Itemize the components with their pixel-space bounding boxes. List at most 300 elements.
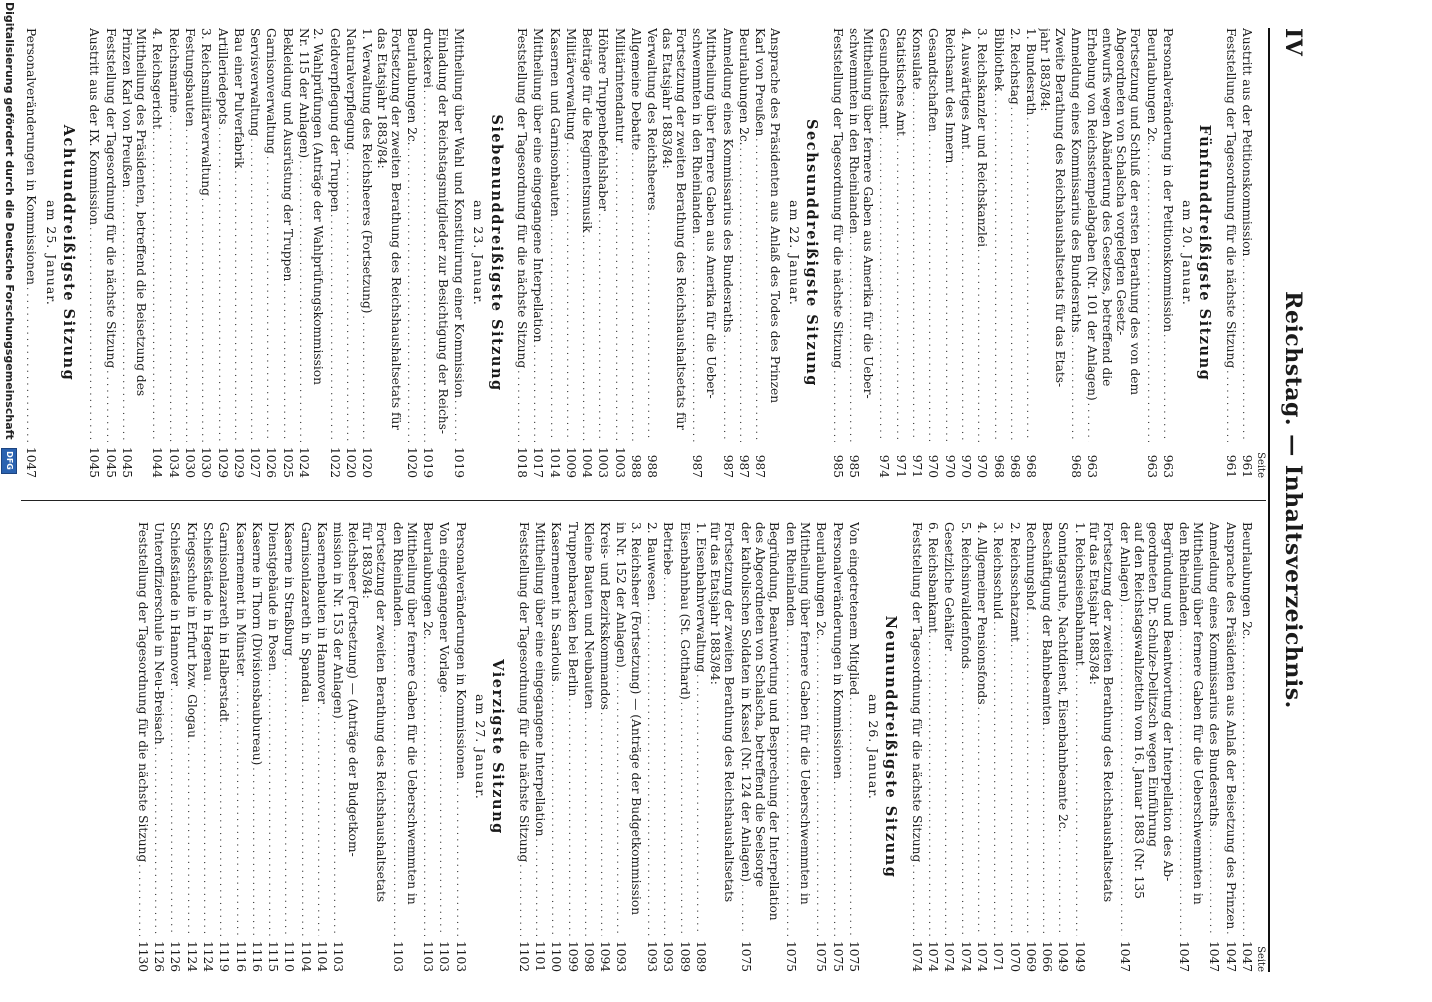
leader-dots <box>450 400 464 442</box>
toc-entry <box>924 28 940 478</box>
entry-page-number: 1047 <box>1223 940 1238 972</box>
entry-text: Mittheilung des Präsidenten, betreffend die Beisetzung des <box>134 28 149 397</box>
toc-entry <box>751 28 767 478</box>
toc-entry <box>230 28 246 478</box>
leader-dots <box>908 91 922 442</box>
entry-text: Fortsetzung der zweiten Berathung des Reichshaushaltsetats <box>374 522 389 903</box>
entry-page-number: 1026 <box>264 446 279 478</box>
leader-dots <box>610 145 624 442</box>
toc-entry <box>563 522 579 972</box>
entry-text: in Nr. 152 der Anlagen) <box>614 522 629 668</box>
entry-text: Kleine Bauten und Neubauten <box>581 522 596 709</box>
leader-dots <box>85 227 99 442</box>
toc-entry <box>1175 522 1191 972</box>
toc-entry <box>1101 522 1115 972</box>
leader-dots <box>580 711 594 936</box>
entry-text: 1. Reichseisenbahnamt <box>1072 522 1087 666</box>
entry-text: mission in Nr. 153 der Anlagen) <box>331 522 346 719</box>
leader-dots <box>751 138 765 442</box>
entry-text: Reichsamt des Innern <box>942 28 957 164</box>
entry-text: Fortsetzung der zweiten Berathung des Reichshaushaltsetats für <box>388 28 403 431</box>
toc-entry <box>940 522 956 972</box>
right-column <box>134 522 1266 972</box>
entry-text: auf den Reichstagswahlzetteln vom 16. Januar 1883 (Nr. 135 <box>1131 522 1146 899</box>
footer-credit <box>0 0 18 1002</box>
entry-page-number: 1098 <box>581 940 596 972</box>
entry-text: des Abgeordneten von Schalscha, betreffend die Seelsorge <box>753 522 768 887</box>
entry-text: Bekleidung und Ausrüstung der Truppen <box>280 28 295 282</box>
leader-dots <box>248 767 262 936</box>
entry-text: Erhebung von Reichsstempelabgaben (Nr. 101 der Anlagen) <box>1085 28 1100 401</box>
leader-dots <box>891 138 905 442</box>
toc-entry <box>688 28 704 478</box>
leader-dots <box>262 156 276 442</box>
leader-dots <box>989 621 1003 936</box>
entry-text: Einladung der Reichstagsmitglieder zur Besichtigung der Reichs- <box>435 28 450 434</box>
entry-text: Feststellung der Tagesordnung für die nächste Sitzung <box>514 28 529 369</box>
toc-entry <box>875 28 891 478</box>
toc-entry <box>675 522 691 972</box>
entry-page-number: 987 <box>720 454 735 478</box>
toc-entry <box>612 522 628 972</box>
entry-page-number: 1126 <box>152 940 167 972</box>
entry-text: Konsulate <box>910 28 925 90</box>
leader-dots <box>973 707 987 936</box>
toc-entry <box>150 522 166 972</box>
leader-dots <box>329 721 343 936</box>
toc-entry <box>1038 28 1052 478</box>
toc-entry <box>1114 28 1128 478</box>
entry-text: Personalveränderung in der Petitionskommission <box>1160 28 1175 333</box>
entry-text: Beschäftigung der Bahnbeamten <box>1040 522 1055 726</box>
toc-entry <box>659 522 675 972</box>
entry-page-number: 1110 <box>282 940 297 972</box>
entry-text: für das Etatsjahr 1883/84: <box>708 522 723 685</box>
toc-entry <box>610 28 626 478</box>
toc-entry <box>1115 522 1131 972</box>
entry-page-number: 1094 <box>598 940 613 972</box>
entry-page-number: 1116 <box>233 940 248 972</box>
entry-text: 4. Allgemeiner Pensionsfonds <box>974 522 989 705</box>
entry-page-number: 988 <box>629 454 644 478</box>
toc-entry <box>262 28 278 478</box>
leader-dots <box>435 694 449 936</box>
toc-entry <box>213 28 229 478</box>
toc-entry <box>989 522 1005 972</box>
entry-text: Beurlaubungen 2c. <box>405 28 420 146</box>
toc-entry <box>708 522 722 972</box>
entry-text: Personalveränderungen in Kommissionen <box>830 522 845 780</box>
toc-entry <box>674 28 688 478</box>
leader-dots <box>342 152 356 442</box>
toc-entry <box>374 522 388 972</box>
leader-dots <box>325 214 339 442</box>
leader-dots <box>451 781 465 936</box>
entry-page-number: 961 <box>1223 454 1238 478</box>
leader-dots <box>1022 612 1036 936</box>
dfg-logo-icon: DFG <box>1 448 17 474</box>
page-title: Reichstag. — Inhaltsverzeichnis. <box>1280 291 1306 709</box>
entry-text: 3. Reichskanzler und Reichskanzlei <box>975 28 990 247</box>
entry-page-number: 1074 <box>958 940 973 972</box>
toc-entry <box>767 522 781 972</box>
session-heading: Siebenunddreißigste Sitzung <box>487 114 505 392</box>
toc-entry <box>940 28 956 478</box>
entry-text: für 1883/84: <box>359 522 374 599</box>
toc-entry <box>360 522 374 972</box>
entry-page-number: 1069 <box>1023 940 1038 972</box>
entry-text: Festungsbauten <box>183 28 197 127</box>
toc-entry <box>164 28 180 478</box>
toc-entry <box>973 28 989 478</box>
toc-entry <box>719 28 735 478</box>
toc-entry <box>828 28 844 478</box>
entry-text: Gesetzliche Gehälter <box>942 522 957 652</box>
entry-text: 2. Wahlprüfungen (Anträge der Wahlprüfungskommission <box>311 28 326 385</box>
leader-dots <box>166 688 180 936</box>
entry-text: Personalveränderungen in Kommissionen <box>453 522 468 780</box>
entry-text: Von eingetretenem Mitglied <box>846 522 861 696</box>
leader-dots <box>659 577 673 936</box>
entry-text: Kasernenbauten in Hannover <box>315 522 330 704</box>
leader-dots <box>627 152 641 442</box>
leader-dots <box>688 236 702 442</box>
leader-dots <box>828 781 842 936</box>
leader-dots <box>199 683 213 936</box>
leader-dots <box>828 370 842 442</box>
entry-text: Statistisches Amt <box>893 28 908 136</box>
entry-text: für das Etatsjahr 1883/84: <box>1087 522 1102 685</box>
entry-text: den Rheinlanden <box>1176 522 1191 627</box>
entry-page-number: 1103 <box>421 940 436 972</box>
entry-text: Fortsetzung und Schluß der ersten Berathung des von dem <box>1128 28 1143 396</box>
entry-page-number: 1014 <box>547 446 562 478</box>
entry-text: Nr. 115 der Anlagen) <box>297 28 312 159</box>
entry-page-number: 1115 <box>266 940 281 972</box>
toc-entry <box>924 522 940 972</box>
entry-page-number: 1102 <box>516 940 531 972</box>
entry-text: entwurfs wegen Abänderung des Gesetzes, betreffend die <box>1099 28 1114 387</box>
seite-label: Seite <box>1255 946 1266 972</box>
entry-page-number: 1019 <box>452 446 467 478</box>
entry-text: Fortsetzung der zweiten Berathung des Reichshaushaltsetats <box>1101 522 1116 903</box>
toc-entry <box>1022 522 1038 972</box>
toc-entry <box>419 28 435 478</box>
entry-text: Feststellung der Tagesordnung für die nächste Sitzung <box>830 28 845 369</box>
toc-entry <box>704 28 718 478</box>
entry-text: den Rheinlanden <box>390 522 405 627</box>
toc-entry <box>828 522 844 972</box>
entry-page-number: 968 <box>991 454 1006 478</box>
entry-text: Mittheilung über fernere Gaben für die Ueberschwemmten in <box>404 522 419 905</box>
session-date: am 25. Januar. <box>43 200 59 306</box>
entry-page-number: 1074 <box>909 940 924 972</box>
leader-dots <box>562 142 576 442</box>
entry-text: Feststellung der Tagesordnung für die nächste Sitzung <box>909 522 924 863</box>
leader-dots <box>1205 829 1219 936</box>
entry-text: Anmeldung eines Kommissarius des Bundesraths <box>720 28 735 333</box>
entry-text: den Rheinlanden <box>783 522 798 627</box>
entry-page-number: 971 <box>910 454 925 478</box>
entry-text: Kasernement in Saarlouis <box>549 522 564 682</box>
entry-page-number: 1045 <box>119 446 134 478</box>
toc-entry <box>1142 28 1158 478</box>
leader-dots <box>643 213 657 442</box>
entry-page-number: 1047 <box>1176 940 1191 972</box>
entry-text: Begründung, Beantwortung und Besprechung der Interpellation <box>767 522 782 921</box>
entry-text: Reichsmarine <box>166 28 181 113</box>
entry-text: Mittheilung über eine eingegangene Interpellation <box>531 28 546 343</box>
toc-entry <box>845 28 861 478</box>
toc-entry <box>85 28 101 478</box>
toc-entry <box>514 522 530 972</box>
session-date: am 20. Januar. <box>1180 200 1196 306</box>
entry-page-number: 968 <box>1024 454 1039 478</box>
leader-dots <box>1115 604 1129 936</box>
entry-text: Austritt aus der IX. Kommission <box>87 28 102 226</box>
entry-text: der Anlagen) <box>1117 522 1132 603</box>
entry-page-number: 968 <box>1007 454 1022 478</box>
entry-text: Kaserne in Thorn (Divisionsbaubureau) <box>249 522 264 766</box>
entry-page-number: 1045 <box>103 446 118 478</box>
entry-text: Rechnungshof <box>1023 522 1038 611</box>
entry-page-number: 970 <box>958 454 973 478</box>
toc-entry <box>767 28 781 478</box>
leader-dots <box>215 724 229 936</box>
entry-page-number: 1074 <box>926 940 941 972</box>
entry-text: Servisverwaltung <box>248 28 263 137</box>
entry-page-number: 1045 <box>87 446 102 478</box>
page-number: IV <box>1280 28 1306 57</box>
leader-dots <box>101 370 115 442</box>
toc-entry <box>580 522 596 972</box>
toc-entry <box>1083 28 1099 478</box>
entry-page-number: 1093 <box>661 940 676 972</box>
toc-entry <box>531 522 547 972</box>
entry-text: Beurlaubungen 2c. <box>1240 522 1254 640</box>
entry-page-number: 1049 <box>1072 940 1087 972</box>
entry-text: Prinzen Karl von Preußen <box>119 28 134 188</box>
session-date: am 22. Januar. <box>786 200 802 306</box>
entry-text: 2. Bauwesen <box>645 522 660 601</box>
toc-entry <box>1099 28 1113 478</box>
toc-entry <box>450 28 466 478</box>
entry-text: Personalveränderungen in Kommissionen <box>24 28 39 286</box>
entry-text: das Etatsjahr 1883/84: <box>659 28 674 169</box>
toc-entry <box>248 522 264 972</box>
toc-entry <box>118 28 134 478</box>
toc-entry <box>388 522 404 972</box>
entry-text: Kriegsschule in Erfurt bzw. Glogau <box>184 522 199 739</box>
leader-dots <box>845 236 859 442</box>
leader-dots <box>545 219 559 442</box>
toc-entry <box>1132 522 1146 972</box>
toc-entry <box>166 522 182 972</box>
toc-entry <box>1052 28 1066 478</box>
toc-entry <box>1070 522 1086 972</box>
entry-text: Geldverpflegung der Truppen <box>327 28 342 213</box>
toc-entry <box>1038 522 1054 972</box>
leader-dots <box>1175 629 1189 936</box>
entry-page-number: 1089 <box>677 940 692 972</box>
entry-text: Beurlaubungen 2c. <box>1144 28 1159 146</box>
leader-dots <box>675 702 689 936</box>
toc-entry <box>181 28 197 478</box>
toc-entry <box>1006 28 1022 478</box>
leader-dots <box>719 335 733 442</box>
entry-text: Abgeordneten von Schalscha vorgelegten Gesetz- <box>1113 28 1128 336</box>
toc-entry <box>692 522 708 972</box>
entry-text: Truppenbaracken bei Berlin <box>565 522 580 697</box>
leader-dots <box>643 603 657 936</box>
entry-text: Allgemeine Debatte <box>629 28 644 151</box>
toc-entry <box>313 522 329 972</box>
toc-entry <box>722 522 736 972</box>
toc-entry <box>973 522 989 972</box>
entry-page-number: 1047 <box>24 446 39 478</box>
entry-text: Beurlaubungen 2c. <box>814 522 829 640</box>
leader-dots <box>973 249 987 442</box>
leader-dots <box>181 129 195 442</box>
leader-dots <box>1221 370 1235 442</box>
entry-text: 4. Reichsgericht <box>150 28 165 130</box>
leader-dots <box>812 642 826 936</box>
entry-text: Kreis- und Bezirkskommandos <box>598 522 613 710</box>
entry-page-number: 963 <box>1085 454 1100 478</box>
entry-page-number: 1034 <box>166 446 181 478</box>
entry-text: Artilleriedepots <box>215 28 230 125</box>
entry-page-number: 1030 <box>183 446 197 478</box>
toc-entry <box>513 28 529 478</box>
toc-entry <box>1238 28 1254 478</box>
entry-text: Bibliothek <box>991 28 1006 92</box>
toc-entry <box>1146 522 1160 972</box>
toc-entry <box>1128 28 1142 478</box>
entry-text: geordneten Dr. Schulze-Delitzsch wegen Einführung <box>1146 522 1161 847</box>
entry-page-number: 1124 <box>201 940 215 972</box>
entry-page-number: 1047 <box>1240 940 1254 972</box>
leader-dots <box>278 283 292 442</box>
toc-entry <box>578 28 594 478</box>
session-heading: Sechsunddreißigste Sitzung <box>803 119 821 387</box>
entry-page-number: 1099 <box>565 940 580 972</box>
entry-text: jahr 1883/84: <box>1038 28 1053 112</box>
leader-dots <box>1070 668 1084 936</box>
entry-page-number: 1004 <box>580 446 595 478</box>
leader-dots <box>419 90 433 442</box>
entry-page-number: 1020 <box>405 446 420 478</box>
toc-entry <box>643 522 659 972</box>
entry-text: Mittheilung über fernere Gaben für die Ueberschwemmten in <box>1191 522 1206 905</box>
toc-entry <box>148 28 164 478</box>
session-date: am 27. Januar. <box>473 694 489 800</box>
toc-entry <box>989 28 1005 478</box>
entry-text: Feststellung der Tagesordnung für die nächste Sitzung <box>516 522 531 863</box>
entry-page-number: 1103 <box>331 940 346 972</box>
toc-entry <box>435 522 451 972</box>
toc-entry <box>562 28 578 478</box>
toc-entry <box>594 28 610 478</box>
entry-page-number: 1009 <box>563 446 578 478</box>
entry-page-number: 1047 <box>1117 940 1132 972</box>
toc-entry <box>296 522 312 972</box>
toc-entry <box>1087 522 1101 972</box>
entry-page-number: 1029 <box>215 446 230 478</box>
leader-dots <box>692 674 706 936</box>
entry-page-number: 1075 <box>783 940 798 972</box>
entry-page-number: 1066 <box>1040 940 1055 972</box>
entry-text: Höhere Truppenbefehlshaber <box>596 28 611 212</box>
entry-page-number: 963 <box>1160 454 1175 478</box>
session-heading: Achtunddreißigste Sitzung <box>59 124 77 382</box>
entry-page-number: 1104 <box>315 940 330 972</box>
toc-entry <box>812 522 828 972</box>
entry-page-number: 1044 <box>150 446 165 478</box>
footer-text: Digitalisierung gefördert durch die Deutsche Forschungsgemeinschaft <box>3 2 16 440</box>
leader-dots <box>596 712 610 936</box>
entry-text: Kasernen und Garnisonbauten <box>547 28 562 217</box>
toc-entry <box>329 522 345 972</box>
leader-dots <box>419 642 433 936</box>
leader-dots <box>781 629 795 936</box>
leader-dots <box>737 884 751 936</box>
page-header <box>1272 28 1312 972</box>
leader-dots <box>1006 107 1020 442</box>
entry-text: Betriebe <box>661 522 676 576</box>
toc-entry <box>405 522 419 972</box>
entry-text: Ansprache des Präsidenten aus Anlaß des Todes des Prinzen <box>767 28 782 404</box>
entry-text: Eisenbahnbau (St. Gotthard) <box>677 522 692 700</box>
toc-entry <box>798 522 812 972</box>
entry-page-number: 1124 <box>184 940 199 972</box>
entry-page-number: 968 <box>1069 454 1084 478</box>
entry-page-number: 1103 <box>437 940 452 972</box>
entry-text: 2. Reichstag <box>1007 28 1022 105</box>
entry-page-number: 987 <box>753 454 768 478</box>
leader-dots <box>907 864 921 936</box>
entry-page-number: 1116 <box>249 940 264 972</box>
entry-text: Sonntagsruhe, Nachtdienst, Eisenbahnbeamte 2c. <box>1056 522 1071 833</box>
entry-text: Anmeldung eines Kommissarius des Bundesraths <box>1069 28 1084 333</box>
entry-text: Begründung und Beantwortung der Interpellation des Ab- <box>1160 522 1175 882</box>
toc-entry <box>628 522 642 972</box>
leader-dots <box>1005 644 1019 936</box>
toc-entry <box>246 28 262 478</box>
entry-page-number: 1027 <box>248 446 263 478</box>
entry-text: Beurlaubungen 2c. <box>421 522 436 640</box>
entry-text: Naturalverpflegung <box>343 28 358 151</box>
entry-page-number: 971 <box>893 454 908 478</box>
leader-dots <box>1067 335 1081 442</box>
entry-text: Schießstände in Hannover <box>168 522 183 686</box>
leader-dots <box>845 697 859 936</box>
entry-text: Garnisonlazareth in Halberstadt <box>217 522 232 722</box>
entry-text: Feststellung der Tagesordnung für die nächste Sitzung <box>1223 28 1238 369</box>
entry-text: Unteroffizierschule in Neu-Breisach <box>152 522 167 745</box>
entry-text: Kaserne in Straßburg <box>282 522 297 656</box>
leader-dots <box>388 629 402 936</box>
entry-text: Von eingegangener Vorlage <box>437 522 452 693</box>
toc-entry <box>199 522 215 972</box>
leader-dots <box>1083 403 1097 442</box>
entry-text: schwemmten in den Rheinlanden <box>846 28 861 234</box>
entry-text: Fortsetzung der zweiten Berathung des Reichshaushaltsetats für <box>673 28 688 431</box>
entry-page-number: 1022 <box>327 446 342 478</box>
entry-text: 3. Reichsschuld <box>991 522 1006 620</box>
toc-entry <box>1221 28 1237 478</box>
entry-page-number: 1017 <box>531 446 546 478</box>
leader-dots <box>313 706 327 936</box>
